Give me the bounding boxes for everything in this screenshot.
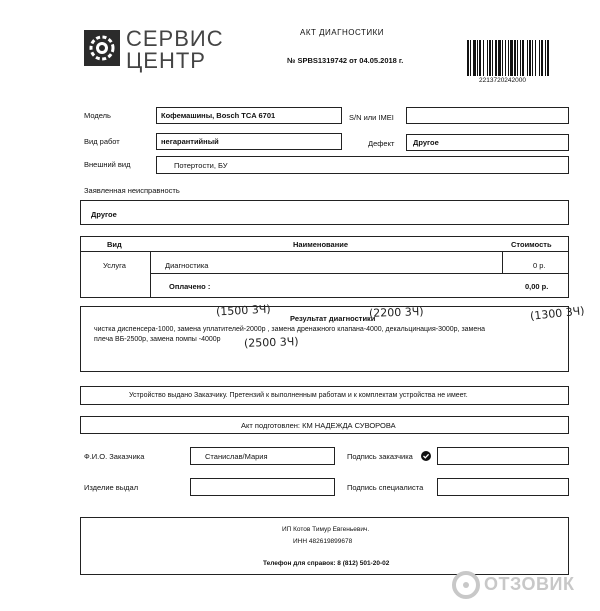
handwritten-note-1: (1500 3Ч) xyxy=(215,302,271,319)
logo xyxy=(84,26,224,72)
work-type-value: негарантийный xyxy=(161,137,219,146)
customer-name-field xyxy=(190,447,335,465)
footer-company: ИП Котов Тимур Евгеньевич. xyxy=(282,526,370,533)
barcode-number: 2213720242000 xyxy=(479,77,526,84)
sn-field xyxy=(406,107,569,124)
issued-label: Изделие выдал xyxy=(84,483,139,492)
customer-sign-label: Подпись заказчика xyxy=(347,452,413,461)
checkmark-icon xyxy=(421,451,431,461)
watermark xyxy=(452,568,594,602)
header-cost: Стоимость xyxy=(511,240,552,249)
specialist-sign-field xyxy=(437,478,569,496)
declared-value: Другое xyxy=(91,210,117,219)
watermark-text: ОТЗОВИК xyxy=(484,574,575,594)
defect-field xyxy=(406,134,569,151)
gear-logo-icon xyxy=(84,30,120,66)
barcode xyxy=(467,40,579,76)
model-label: Модель xyxy=(84,111,111,120)
appearance-field xyxy=(156,156,569,174)
header-name: Наименование xyxy=(293,240,349,249)
model-value: Кофемашины, Bosch TCA 6701 xyxy=(161,111,276,120)
row-type: Услуга xyxy=(103,261,126,270)
logo-line1: СЕРВИС xyxy=(126,26,224,51)
issued-field xyxy=(190,478,335,496)
customer-name-value: Станиcлав/Мария xyxy=(205,452,268,461)
footer-phone: Телефон для справок: 8 (812) 501-20-02 xyxy=(263,560,390,567)
result-label: Результат диагностики xyxy=(290,314,376,323)
header-type: Вид xyxy=(107,240,122,249)
prepared-text: Акт подготовлен: КМ НАДЕЖДА СУВОРОВА xyxy=(241,421,396,430)
services-table xyxy=(80,236,569,298)
handwritten-note-4: (2500 3Ч) xyxy=(243,335,299,350)
specialist-sign-label: Подпись специалиста xyxy=(347,483,424,492)
handwritten-note-3: (1300 3Ч) xyxy=(529,304,586,323)
defect-value: Другое xyxy=(413,138,439,147)
work-type-field xyxy=(156,133,342,150)
doc-title: АКТ ДИАГНОСТИКИ xyxy=(300,28,384,37)
statement-box xyxy=(80,386,569,405)
paid-value: 0,00 р. xyxy=(525,282,549,291)
model-field xyxy=(156,107,342,124)
prepared-box xyxy=(80,416,569,434)
footer-inn: ИНН 482619899678 xyxy=(293,538,353,545)
declared-field xyxy=(80,200,569,225)
sn-label: S/N или IMEI xyxy=(349,113,394,122)
appearance-label: Внешний вид xyxy=(84,160,131,169)
paid-label: Оплачено : xyxy=(169,282,211,291)
customer-sign-field xyxy=(437,447,569,465)
defect-label: Дефект xyxy=(368,139,395,148)
appearance-value: Потертости, БУ xyxy=(174,161,228,170)
work-type-label: Вид работ xyxy=(84,137,120,146)
result-text-line1: чистка диспенсера-1000, замена уплатителей-2000р , замена дренажного клапана-4000, декальцинация-3000р, замена xyxy=(94,326,486,333)
otzovik-logo-icon xyxy=(452,571,480,599)
logo-line2: ЦЕНТР xyxy=(126,48,206,73)
handwritten-note-2: (2200 3Ч) xyxy=(368,305,424,320)
result-text-line2: плеча ВБ-2500р, замена помпы -4000р xyxy=(94,336,221,343)
customer-name-label: Ф.И.О. Заказчика xyxy=(84,452,145,461)
statement-text: Устройство выдано Заказчику. Претензий к выполненным работам и к комплектам устройства не имеет. xyxy=(129,392,468,399)
row-cost: 0 р. xyxy=(533,261,546,270)
row-name: Диагностика xyxy=(165,261,209,270)
doc-number: № SPBS1319742 от 04.05.2018 г. xyxy=(287,56,404,65)
declared-label: Заявленная неисправность xyxy=(84,186,180,195)
